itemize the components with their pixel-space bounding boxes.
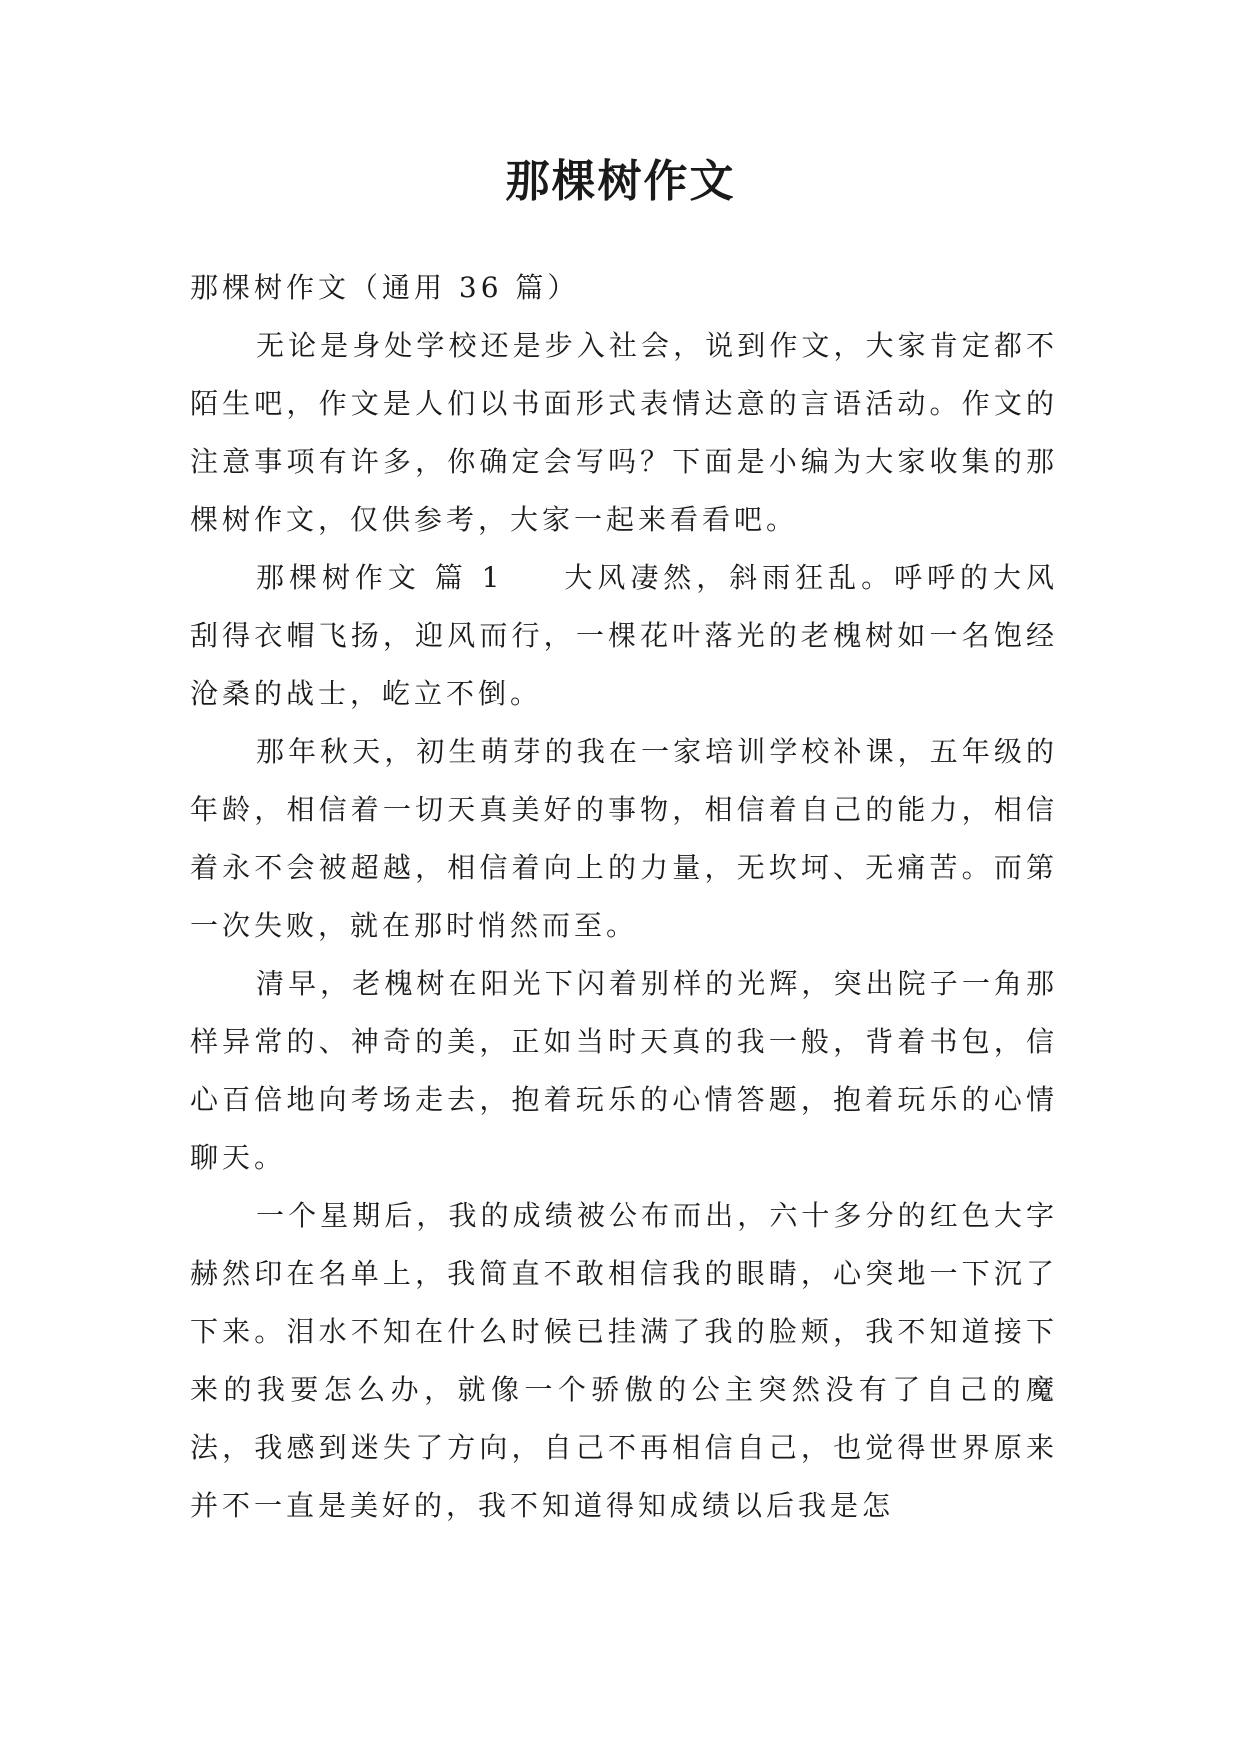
intro-paragraph: 无论是身处学校还是步入社会，说到作文，大家肯定都不陌生吧，作文是人们以书面形式表情达意的言语活动。作文的注意事项有许多，你确定会写吗？下面是小编为大家收集的那棵树作文，仅供参考，大家一起来看看吧。: [190, 329, 1058, 536]
section-1-first-paragraph: [190, 549, 1058, 723]
section-1-opening-text: 大风凄然，斜雨狂乱。呼呼的大风刮得衣帽飞扬，迎风而行，一棵花叶落光的老槐树如一名饱经沧桑的战士，屹立不倒。: [190, 561, 1058, 710]
document-body: [190, 259, 1058, 1535]
body-paragraph: 那年秋天，初生萌芽的我在一家培训学校补课，五年级的年龄，相信着一切天真美好的事物，相信着自己的能力，相信着永不会被超越，相信着向上的力量，无坎坷、无痛苦。而第一次失败，就在那时悄然而至。: [190, 735, 1058, 942]
body-paragraph: 清早，老槐树在阳光下闪着别样的光辉，突出院子一角那样异常的、神奇的美，正如当时天真的我一般，背着书包，信心百倍地向考场走去，抱着玩乐的心情答题，抱着玩乐的心情聊天。: [190, 967, 1058, 1174]
document-subtitle: 那棵树作文（通用 36 篇）: [190, 271, 580, 304]
section-heading: 那棵树作文 篇 1: [256, 561, 504, 594]
document-title: 那棵树作文: [505, 156, 736, 207]
body-paragraph: 一个星期后，我的成绩被公布而出，六十多分的红色大字赫然印在名单上，我简直不敢相信我的眼睛，心突地一下沉了下来。泪水不知在什么时候已挂满了我的脸颊，我不知道接下来的我要怎么办，就像一个骄傲的公主突然没有了自己的魔法，我感到迷失了方向，自己不再相信自己，也觉得世界原来并不一直是美好的，我不知道得知成绩以后我是怎: [190, 1199, 1058, 1522]
